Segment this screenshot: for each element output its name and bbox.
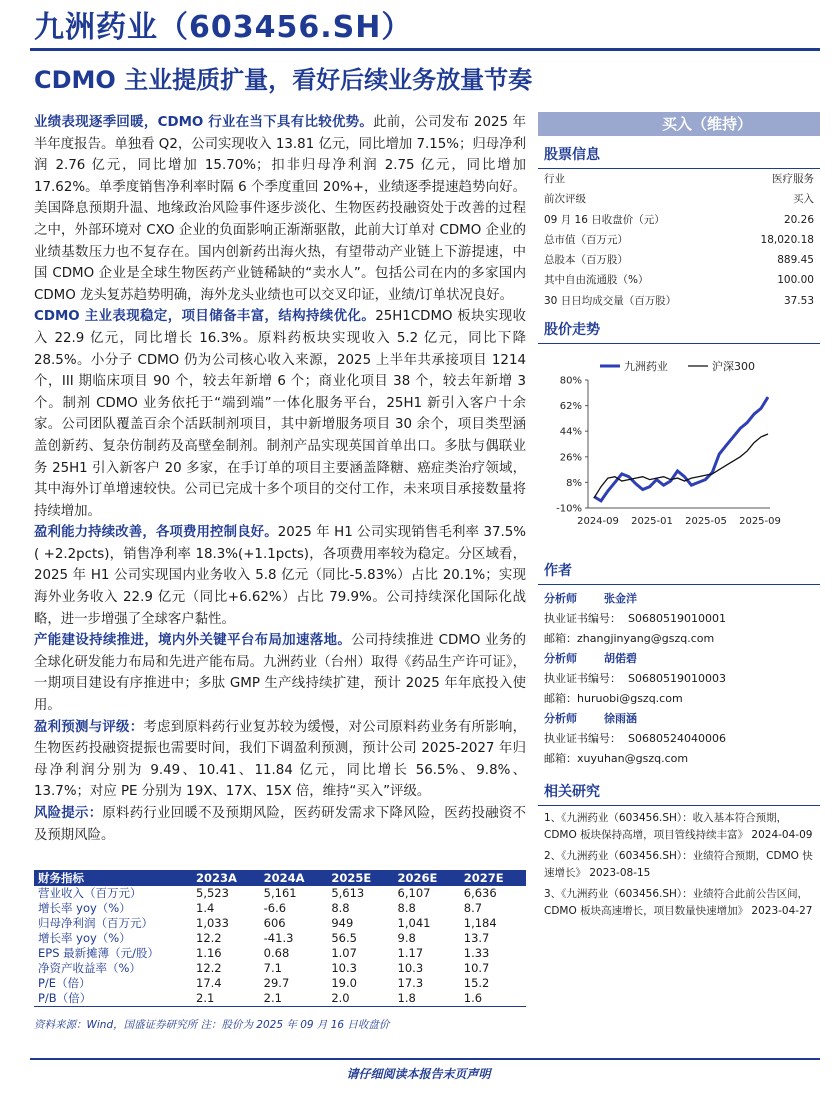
authors-heading: 作者 [538, 556, 820, 585]
table-cell: 8.7 [463, 901, 483, 915]
author-role: 分析师 [544, 652, 577, 666]
table-cell: 1.16 [196, 946, 222, 960]
table-cell: 9.8 [397, 931, 416, 945]
author-row [538, 589, 820, 609]
table-cell: 19.0 [331, 976, 357, 990]
table-row [34, 931, 526, 946]
table-cell: 6,107 [397, 886, 431, 900]
table-source-note: 资料来源：Wind，国盛证券研究所 注：股价为 2025 年 09 月 16 日收盘价 [34, 1019, 390, 1031]
table-cell: 10.7 [463, 961, 490, 975]
paragraph-text: 公司持续推进 CDMO 业务的全球化研发能力布局和先进产能布局。九洲药业（台州）取得《药品生产许可证》，一期项目建设有序推进中；多肽 GMP 生产线持续扩建，预计 2025 年年底投入使用。 [34, 633, 526, 714]
table-cell: 12.2 [196, 961, 222, 975]
cert-number: S0680524040006 [628, 732, 726, 746]
author-mail [538, 629, 820, 649]
table-row [34, 976, 526, 991]
paragraph-text: 原料药行业回暖不及预期风险，医药研发需求下降风险，医药投融资不及预期风险。 [34, 806, 526, 843]
y-tick-label: 26% [559, 452, 582, 464]
related-item[interactable]: 2、《九洲药业（603456.SH）：业绩符合预期，CDMO 快速增长》 2023-08-15 [544, 850, 813, 880]
financial-table [34, 870, 526, 1007]
table-header: 财务指标 [34, 870, 192, 886]
paragraph-lead: 业绩表现逐季回暖，CDMO 行业在当下具有比较优势。 [34, 115, 374, 130]
mail-address[interactable]: xuyuhan@gszq.com [577, 752, 689, 766]
paragraph [34, 522, 526, 630]
table-cell: 1.6 [460, 991, 526, 1007]
author-name: 张金洋 [604, 592, 637, 606]
x-tick-label: 2024-09 [577, 516, 619, 528]
table-cell: 8.8 [331, 901, 350, 915]
table-row-label: 增长率 yoy（%） [38, 901, 131, 915]
stock-info-row [538, 250, 820, 270]
y-tick-label: 8% [566, 477, 582, 489]
stock-info-value: 医疗服务 [772, 173, 814, 185]
table-header: 2023A [192, 870, 260, 886]
stock-info-value: 100.00 [777, 274, 814, 287]
y-tick-label: 80% [559, 375, 582, 387]
stock-info-key: 总市值（百万元） [544, 233, 628, 246]
x-tick-label: 2025-05 [685, 516, 727, 528]
table-cell: 17.4 [196, 976, 222, 990]
stock-info-value: 20.26 [783, 213, 814, 226]
series-line-stock [594, 397, 768, 501]
legend-label: 九洲药业 [624, 360, 668, 374]
price-chart [538, 344, 820, 552]
table-header: 2024A [260, 870, 328, 886]
table-row-label: P/E（倍） [38, 976, 91, 990]
table-cell: 2.0 [327, 991, 393, 1007]
mail-address[interactable]: zhangjinyang@gszq.com [577, 632, 715, 646]
stock-info-row [538, 210, 820, 230]
y-tick-label: 44% [559, 426, 582, 438]
table-cell: 10.3 [331, 961, 357, 975]
table-cell: 0.68 [263, 946, 290, 960]
author-cert [538, 729, 820, 749]
table-header-row [34, 870, 526, 886]
cert-label: 执业证书编号： [544, 732, 621, 746]
x-tick-label: 2025-09 [739, 516, 781, 528]
table-cell: 949 [331, 916, 354, 930]
footer-disclaimer: 请仔细阅读本报告末页声明 [346, 1067, 491, 1081]
paragraph-text: 此前，公司发布 2025 年半年度报告。单独看 Q2，公司实现收入 13.81 亿元，同比增加 7.15%；归母净利润 2.76 亿元，同比增加 15.70%；扣非归母净利润 2.75 亿元，同比增加 17.62%。单季度销售净利率时隔 6 个季度重回 20%+，业绩逐季提速趋势向好。美国降息预期升温、地缘政治风险事件逐步淡化、生物医药投融资处于改善的过程之中，外部环境对 CXO 企业的负面影响正渐渐驱散，此前大订单对 CDMO 企业的业绩基数压力也不复存在。国内创新药出海火热，有望带动产业链上下游提速，中国 CDMO 企业是全球生物医药产业链稀缺的“卖水人”。包括公司在内的多家国内 CDMO 龙头复苏趋势明确，海外龙头业绩也可以交叉印证，业绩/订单状况良好。 [34, 115, 526, 303]
series-line-index [594, 434, 768, 498]
related-item[interactable]: 1、《九洲药业（603456.SH）：收入基本符合预期，CDMO 板块保持高增，项目管线持续丰富》 2024-04-09 [544, 812, 813, 842]
stock-info-row [538, 169, 820, 189]
report-title: 九洲药业（603456.SH） [34, 10, 413, 45]
table-row-label: 净资产收益率（%） [38, 961, 141, 975]
author-mail [538, 689, 820, 709]
x-tick-label: 2025-01 [631, 516, 673, 528]
paragraph [34, 803, 526, 846]
table-cell: 29.7 [263, 976, 290, 990]
paragraph-lead: 风险提示： [34, 806, 103, 821]
table-cell: 13.7 [463, 931, 490, 945]
paragraph-lead: 产能建设持续推进，境内外关键平台布局加速落地。 [34, 633, 352, 649]
table-cell: 5,161 [263, 886, 297, 900]
table-cell: 1,041 [397, 916, 431, 930]
paragraph-lead: CDMO 主业表现稳定，项目储备丰富，结构持续优化。 [34, 309, 376, 325]
table-cell: 1.33 [463, 946, 490, 960]
y-tick-label: 62% [559, 401, 582, 413]
table-body [34, 886, 526, 1007]
stock-info-value: 18,020.18 [760, 233, 814, 246]
author-row [538, 709, 820, 729]
author-name: 胡偌碧 [604, 652, 637, 666]
table-cell: 2.1 [192, 991, 260, 1007]
table-cell: 1,184 [463, 916, 497, 930]
table-cell: 1.4 [196, 901, 215, 915]
table-cell: -6.6 [263, 901, 287, 915]
author-role: 分析师 [544, 712, 577, 726]
table-cell: 5,523 [196, 886, 229, 900]
table-cell: 5,613 [331, 886, 365, 900]
price-chart-heading: 股价走势 [538, 315, 820, 344]
paragraph-text: 2025 年 H1 公司实现销售毛利率 37.5%( +2.2pcts)，销售净利率 18.3%(+1.1pcts)，各项费用率较为稳定。分区域看，2025 年 H1 公司实现国内业务收入 5.8 亿元（同比-5.83%）占比 20.1%；实现海外业务收入 22.9 亿元（同比+6.62%）占比 79.9%。公司持续深化国际化战略，进一步增强了全球客户黏性。 [34, 525, 526, 627]
paragraph [34, 306, 526, 522]
paragraph-text: 考虑到原料药行业复苏较为缓慢，对公司原料药业务有所影响，生物医药投融资提振也需要时间，我们下调盈利预测，预计公司 2025-2027 年归母净利润分别为 9.49、10.41、11.84 亿元，同比增长 56.5%、9.8%、13.7%；对应 PE 分别为 19X、17X、15X 倍，维持“买入”评级。 [34, 719, 527, 800]
table-row-label: P/B（倍） [34, 991, 192, 1007]
stock-info-key: 09 月 16 日收盘价（元） [544, 213, 665, 226]
stock-info-key: 行业 [544, 173, 565, 185]
author-cert [538, 669, 820, 689]
stock-info-value: 37.53 [783, 294, 814, 307]
legend-label: 沪深300 [712, 360, 755, 374]
paragraph [34, 112, 526, 306]
mail-address[interactable]: huruobi@gszq.com [577, 692, 683, 706]
stock-info-row [538, 270, 820, 290]
table-cell: 6,636 [463, 886, 497, 900]
stock-info-key: 30 日日均成交量（百万股） [544, 294, 677, 307]
stock-info-row [538, 230, 820, 250]
table-cell: 17.3 [397, 976, 424, 990]
stock-info-row [538, 189, 820, 209]
stock-info-list [538, 169, 820, 311]
table-row-label: EPS 最新摊薄（元/股） [38, 946, 160, 960]
stock-info-key: 总股本（百万股） [544, 254, 628, 267]
related-item[interactable]: 3、《九洲药业（603456.SH）：业绩符合此前公告区间，CDMO 板块高速增长，项目数量快速增加》 2023-04-27 [544, 888, 813, 918]
y-tick-label: -10% [556, 503, 582, 515]
sidebar [538, 112, 820, 924]
table-cell: 15.2 [463, 976, 490, 990]
table-cell: 606 [263, 916, 286, 930]
stock-info-row [538, 291, 820, 311]
table-cell: 1.8 [394, 991, 460, 1007]
table-row [34, 916, 526, 931]
table-cell: 1.17 [397, 946, 424, 960]
paragraph-text: 25H1CDMO 板块实现收入 22.9 亿元，同比增长 16.3%。原料药板块实现收入 5.2 亿元，同比下降 28.5%。小分子 CDMO 仍为公司核心收入来源，2025 上半年共承接项目 1214 个，III 期临床项目 90 个，较去年新增 6 个；商业化项目 38 个，较去年新增 3 个。制剂 CDMO 业务依托于“端到端”一体化服务平台，25H1 新引入客户十余家。公司团队覆盖百余个活跃制剂项目，其中新增服务项目 30 余个，项目类型涵盖创新药、复杂仿制药及高壁垒制剂。制剂产品实现英国首单出口。多肽与偶联业务 25H1 引入新客户 20 多家，在手订单的项目主要涵盖降糖、癌症类治疗领域，其中海外订单增速较快。公司已完成十多个项目的交付工作，未来项目承接数量将持续增加。 [34, 309, 526, 519]
report-subtitle: CDMO 主业提质扩量，看好后续业务放量节奏 [34, 66, 533, 94]
stock-info-value: 889.45 [777, 254, 814, 267]
related-heading: 相关研究 [538, 777, 820, 806]
table-row [34, 961, 526, 976]
table-header: 2027E [460, 870, 526, 886]
price-chart-svg [538, 344, 820, 552]
cert-label: 执业证书编号： [544, 612, 621, 626]
table-cell: -41.3 [263, 931, 294, 945]
paragraph-lead: 盈利预测与评级： [34, 719, 144, 735]
table-row-label: 营业收入（百万元） [38, 886, 142, 900]
body-text [34, 112, 526, 846]
table-row-label: 归母净利润（百万元） [38, 916, 153, 930]
stock-info-value: 买入 [793, 193, 814, 206]
table-row [34, 946, 526, 961]
table-cell: 12.2 [196, 931, 222, 945]
paragraph-lead: 盈利能力持续改善，各项费用控制良好。 [34, 525, 278, 541]
cert-number: S0680519010001 [628, 612, 726, 626]
table-cell: 10.3 [397, 961, 424, 975]
table-cell: 56.5 [331, 931, 357, 945]
table-cell: 1.07 [331, 946, 357, 960]
table-header: 2025E [327, 870, 393, 886]
paragraph [34, 717, 526, 803]
cert-label: 执业证书编号： [544, 672, 621, 686]
author-row [538, 649, 820, 669]
mail-label: 邮箱： [544, 692, 577, 706]
author-name: 徐雨涵 [604, 712, 637, 726]
table-cell: 7.1 [263, 961, 282, 975]
stock-info-key: 前次评级 [544, 193, 586, 206]
mail-label: 邮箱： [544, 632, 577, 646]
author-role: 分析师 [544, 592, 577, 606]
table-cell: 1,033 [196, 916, 229, 930]
header-rule [30, 48, 820, 51]
footer-rule [30, 1058, 820, 1060]
mail-label: 邮箱： [544, 752, 577, 766]
table-header: 2026E [394, 870, 460, 886]
table-row [34, 886, 526, 901]
stock-info-heading: 股票信息 [538, 140, 820, 169]
table-row [34, 991, 526, 1007]
cert-number: S0680519010003 [628, 672, 726, 686]
rating-badge: 买入（维持） [538, 112, 820, 136]
table-cell: 2.1 [260, 991, 328, 1007]
paragraph [34, 630, 526, 716]
related-list [538, 806, 820, 920]
author-cert [538, 609, 820, 629]
stock-info-key: 其中自由流通股（%） [544, 274, 649, 287]
author-mail [538, 749, 820, 769]
table-row-label: 增长率 yoy（%） [38, 931, 131, 945]
authors-list [538, 585, 820, 769]
table-row [34, 901, 526, 916]
table-cell: 8.8 [397, 901, 416, 915]
